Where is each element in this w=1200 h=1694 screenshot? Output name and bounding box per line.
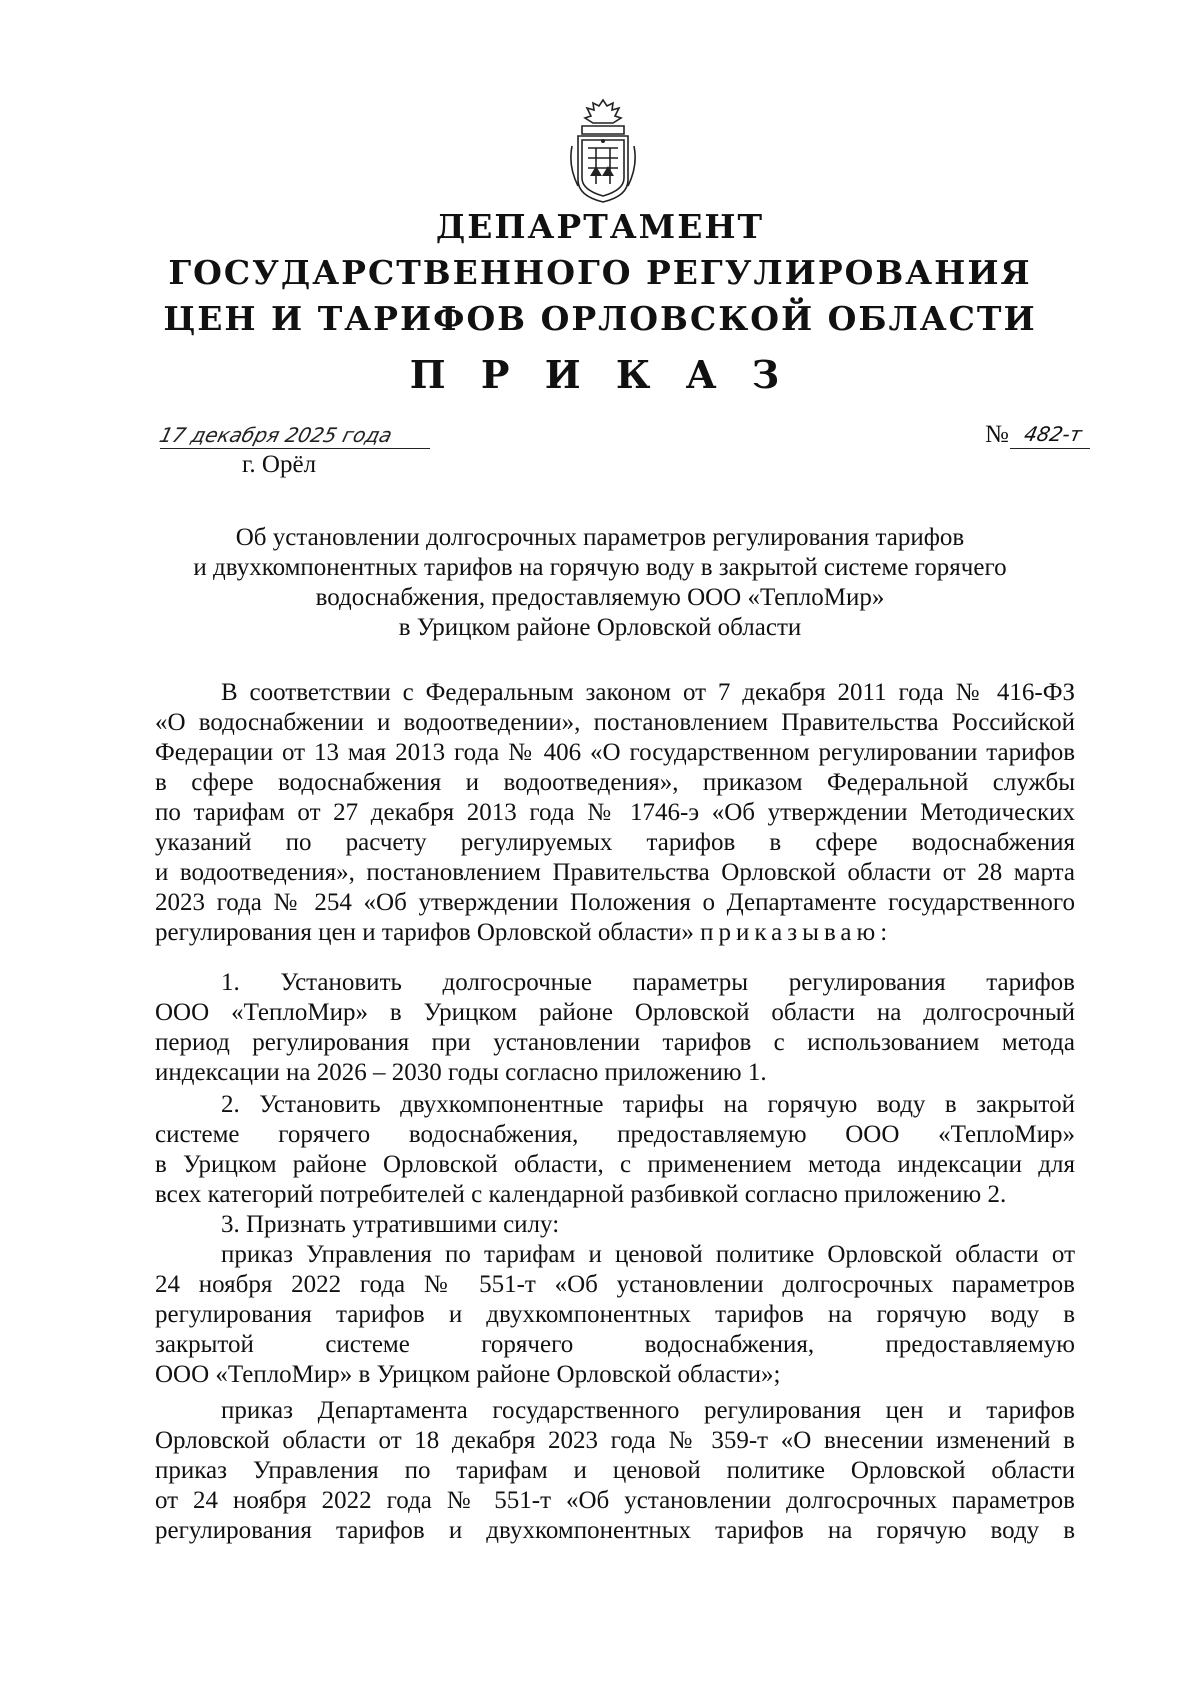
- order-subject: [120, 523, 1080, 643]
- coat-of-arms-emblem-icon: [566, 96, 640, 208]
- text-line: по тарифам от 27 декабря 2013 года № 1746-э «Об утверждении Методических: [155, 799, 1075, 826]
- text-line: в Урицком районе Орловской области, с применением метода индексации для: [155, 1151, 1075, 1178]
- subject-line-1: Об установлении долгосрочных параметров регулирования тарифов: [235, 524, 965, 551]
- item-3-heading: [155, 1210, 1075, 1240]
- subject-line-3: водоснабжения, предоставляемую ООО «ТеплоМир»: [315, 584, 885, 611]
- text-line: Федерации от 13 мая 2013 года № 406 «О государственном регулировании тарифов: [155, 739, 1075, 766]
- text-line: 3. Признать утратившими силу:: [221, 1211, 560, 1238]
- text-line: в сфере водоснабжения и водоотведения», приказом Федеральной службы: [155, 769, 1075, 796]
- text-line: и водоотведения», постановлением Правительства Орловской области от 28 марта: [155, 859, 1075, 886]
- text-line: указаний по расчету регулируемых тарифов в сфере водоснабжения: [155, 829, 1075, 856]
- subject-line-4: в Урицком районе Орловской области: [398, 614, 802, 641]
- text-line: приказ Управления по тарифам и ценовой политике Орловской области от: [221, 1241, 1075, 1268]
- date-block: [157, 420, 440, 479]
- number-sign: №: [985, 421, 1009, 448]
- document-title: П Р И К А З: [409, 352, 791, 397]
- city-label: г. Орёл: [242, 451, 317, 478]
- header-line-3: ЦЕН И ТАРИФОВ ОРЛОВСКОЙ ОБЛАСТИ: [163, 299, 1037, 338]
- text-line: «О водоснабжении и водоотведении», постановлением Правительства Российской: [155, 709, 1075, 736]
- document-number: [985, 420, 1125, 460]
- text-line: В соответствии с Федеральным законом от 7 декабря 2011 года № 416-ФЗ: [221, 679, 1075, 706]
- handwritten-number: 482-т: [1010, 420, 1096, 449]
- text-line: от 24 ноября 2022 года № 551-т «Об установлении долгосрочных параметров: [155, 1487, 1075, 1514]
- text-line: 1. Установить долгосрочные параметры регулирования тарифов: [221, 969, 1075, 996]
- text-line: 2023 года № 254 «Об утверждении Положения о Департаменте государственного: [155, 889, 1075, 916]
- subject-line-2: и двухкомпонентных тарифов на горячую воду в закрытой системе горячего: [193, 554, 1007, 581]
- text-line-last: ООО «ТеплоМир» в Урицком районе Орловской области»;: [155, 1361, 781, 1388]
- preamble-paragraph: [155, 678, 1075, 948]
- item-3-b-paragraph: [155, 1396, 1075, 1546]
- text-line: 2. Установить двухкомпонентные тарифы на горячую воду в закрытой: [221, 1091, 1075, 1118]
- text-line: период регулирования при установлении тарифов с использованием метода: [155, 1029, 1075, 1056]
- text-line: приказ Управления по тарифам и ценовой политике Орловской области: [155, 1457, 1075, 1484]
- item-2-paragraph: [155, 1090, 1075, 1210]
- text-line: Орловской области от 18 декабря 2023 года № 359-т «О внесении изменений в: [155, 1427, 1075, 1454]
- text-line-last: индексации на 2026 – 2030 годы согласно приложению 1.: [155, 1059, 767, 1086]
- preamble-last-text: регулирования цен и тарифов Орловской области»: [155, 919, 694, 946]
- text-line: системе горячего водоснабжения, предоставляемую ООО «ТеплоМир»: [155, 1121, 1075, 1148]
- item-3-a-paragraph: [155, 1240, 1075, 1390]
- order-word: приказываю:: [700, 919, 893, 946]
- text-line-last: всех категорий потребителей с календарной разбивкой согласно приложению 2.: [155, 1181, 1007, 1208]
- text-line: 24 ноября 2022 года № 551-т «Об установлении долгосрочных параметров: [155, 1271, 1075, 1298]
- text-line: приказ Департамента государственного регулирования цен и тарифов: [221, 1397, 1075, 1424]
- text-line-last: [155, 918, 1075, 948]
- handwritten-date: 17 декабря 2025 года: [157, 423, 395, 447]
- text-line: регулирования тарифов и двухкомпонентных тарифов на горячую воду в: [155, 1301, 1075, 1328]
- text-line: регулирования тарифов и двухкомпонентных тарифов на горячую воду в: [155, 1517, 1075, 1544]
- header-line-1: ДЕПАРТАМЕНТ: [435, 207, 765, 246]
- header-line-2: ГОСУДАРСТВЕННОГО РЕГУЛИРОВАНИЯ: [168, 253, 1032, 292]
- order-body: [155, 678, 1075, 1546]
- item-1-paragraph: [155, 968, 1075, 1088]
- department-header: [100, 204, 1100, 342]
- text-line: ООО «ТеплоМир» в Урицком районе Орловской области на долгосрочный: [155, 999, 1075, 1026]
- text-line: закрытой системе горячего водоснабжения, предоставляемую: [155, 1331, 1075, 1358]
